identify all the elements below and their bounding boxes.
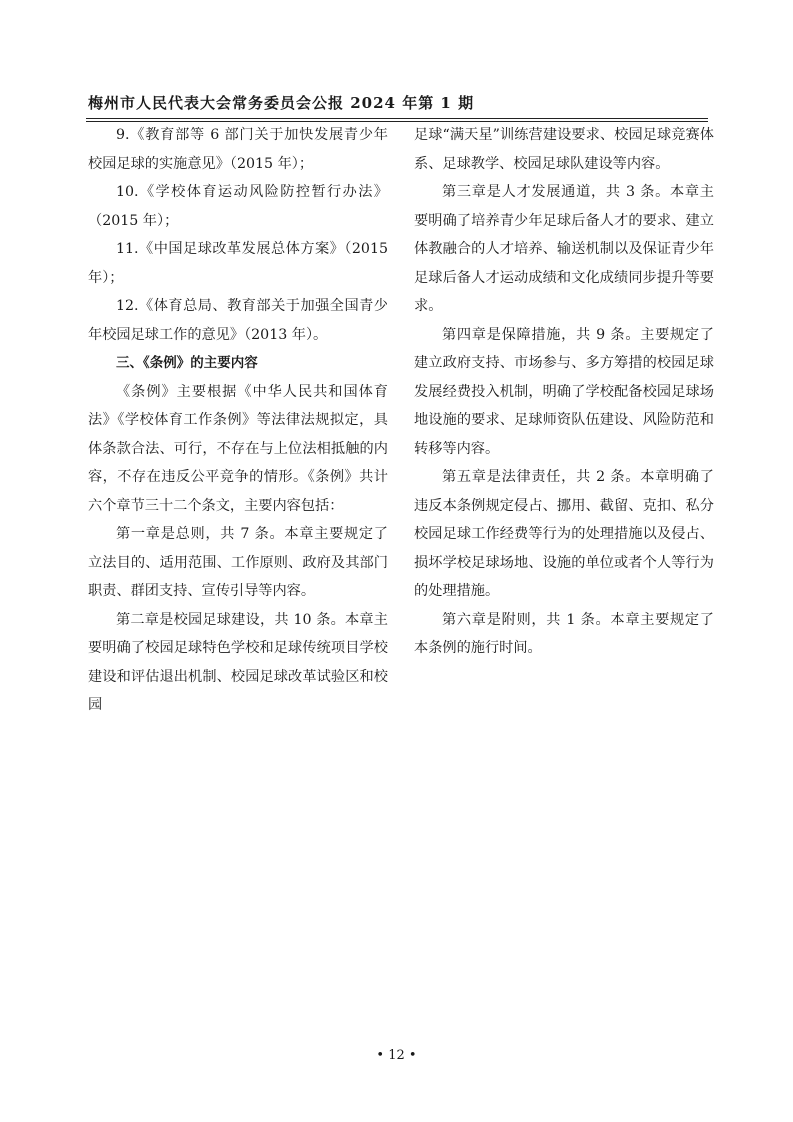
chapter-1-paragraph: 第一章是总则，共 7 条。本章主要规定了立法目的、适用范围、工作原则、政府及其部门职责、群团支持、宣传引导等内容。 — [88, 526, 388, 599]
reference-item-11: 11.《中国足球改革发展总体方案》（2015 年）； — [88, 241, 388, 286]
left-column — [88, 121, 388, 720]
header-rule-top — [86, 118, 708, 119]
chapter-2-continuation: 足球“满天星”训练营建设要求、校园足球竞赛体系、足球教学、校园足球队建设等内容。 — [414, 127, 714, 172]
chapter-2-paragraph: 第二章是校园足球建设，共 10 条。本章主要明确了校园足球特色学校和足球传统项目学校建设和评估退出机制、校园足球改革试验区和校园 — [88, 611, 388, 713]
journal-header: 梅州市人民代表大会常务委员会公报 2024 年第 1 期 — [88, 94, 475, 112]
chapter-3-paragraph: 第三章是人才发展通道，共 3 条。本章主要明确了培养青少年足球后备人才的要求、建立体教融合的人才培养、输送机制以及保证青少年足球后备人才运动成绩和文化成绩同步提升等要求。 — [414, 184, 714, 314]
reference-item-9: 9.《教育部等 6 部门关于加快发展青少年校园足球的实施意见》（2015 年）； — [88, 127, 388, 172]
chapter-6-paragraph: 第六章是附则，共 1 条。本章主要规定了本条例的施行时间。 — [414, 611, 714, 656]
intro-paragraph: 《条例》主要根据《中华人民共和国体育法》《学校体育工作条例》等法律法规拟定，具体条款合法、可行，不存在与上位法相抵触的内容，不存在违反公平竞争的情形。《条例》共计六个章节三十二个条文，主要内容包括： — [88, 383, 388, 514]
reference-item-10: 10.《学校体育运动风险防控暂行办法》（2015 年）； — [88, 184, 388, 229]
reference-item-12: 12.《体育总局、教育部关于加强全国青少年校园足球工作的意见》（2013 年）。 — [88, 298, 388, 343]
page-number: • 12 • — [376, 1048, 417, 1063]
right-column — [414, 121, 714, 663]
chapter-5-paragraph: 第五章是法律责任，共 2 条。本章明确了违反本条例规定侵占、挪用、截留、克扣、私分校园足球工作经费等行为的处理措施以及侵占、损坏学校足球场地、设施的单位或者个人等行为的处理措施。 — [414, 469, 714, 599]
chapter-4-paragraph: 第四章是保障措施，共 9 条。主要规定了建立政府支持、市场参与、多方筹措的校园足球发展经费投入机制，明确了学校配备校园足球场地设施的要求、足球师资队伍建设、风险防范和转移等内容。 — [414, 326, 714, 457]
section-heading: 三、《条例》的主要内容 — [116, 355, 258, 371]
